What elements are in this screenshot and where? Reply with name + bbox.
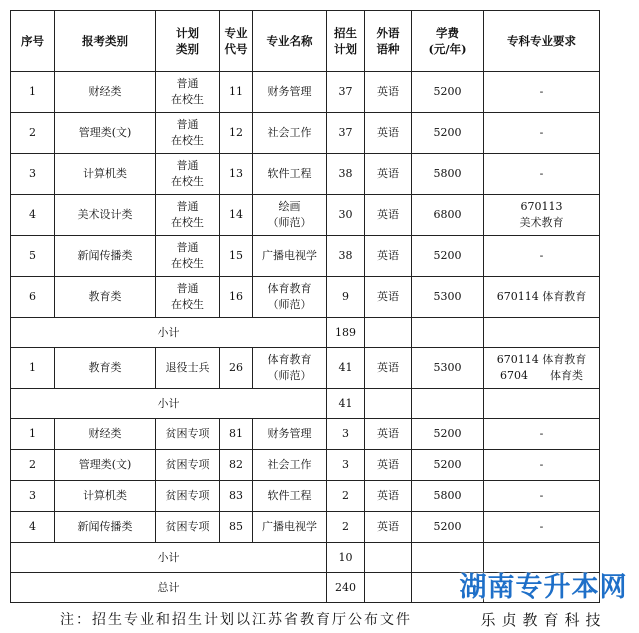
cell-major-code: 13 bbox=[220, 154, 253, 195]
table-row bbox=[11, 113, 600, 154]
cell-tuition: 5300 bbox=[412, 348, 484, 389]
cell-language: 英语 bbox=[365, 481, 412, 512]
empty-cell bbox=[365, 389, 412, 419]
cell-serial: 3 bbox=[11, 481, 55, 512]
cell-plan-type: 普通 在校生 bbox=[156, 195, 220, 236]
empty-cell bbox=[484, 543, 600, 573]
cell-major-name: 软件工程 bbox=[253, 481, 327, 512]
cell-plan-type: 普通 在校生 bbox=[156, 72, 220, 113]
cell-enrollment: 30 bbox=[327, 195, 365, 236]
cell-major-code: 83 bbox=[220, 481, 253, 512]
cell-plan-type: 退役士兵 bbox=[156, 348, 220, 389]
cell-major-name: 广播电视学 bbox=[253, 236, 327, 277]
cell-tuition: 5200 bbox=[412, 450, 484, 481]
cell-requirement: - bbox=[484, 236, 600, 277]
table-row bbox=[11, 419, 600, 450]
cell-enrollment: 3 bbox=[327, 419, 365, 450]
cell-serial: 5 bbox=[11, 236, 55, 277]
cell-plan-type: 贫困专项 bbox=[156, 450, 220, 481]
cell-plan-type: 普通 在校生 bbox=[156, 236, 220, 277]
header-enrollment: 招生 计划 bbox=[327, 11, 365, 72]
table-row bbox=[11, 512, 600, 543]
empty-cell bbox=[412, 389, 484, 419]
cell-tuition: 5200 bbox=[412, 419, 484, 450]
subtotal-row-label: 小计 bbox=[11, 389, 327, 419]
cell-requirement: - bbox=[484, 154, 600, 195]
table-row bbox=[11, 154, 600, 195]
cell-enrollment: 2 bbox=[327, 512, 365, 543]
subtotal-row bbox=[11, 389, 600, 419]
cell-enrollment: 38 bbox=[327, 154, 365, 195]
cell-category: 教育类 bbox=[55, 348, 156, 389]
cell-major-code: 26 bbox=[220, 348, 253, 389]
cell-requirement: - bbox=[484, 419, 600, 450]
empty-cell bbox=[412, 318, 484, 348]
cell-major-name: 绘画 （师范） bbox=[253, 195, 327, 236]
cell-tuition: 5200 bbox=[412, 512, 484, 543]
cell-category: 财经类 bbox=[55, 72, 156, 113]
table-row bbox=[11, 236, 600, 277]
empty-cell bbox=[365, 318, 412, 348]
cell-language: 英语 bbox=[365, 72, 412, 113]
empty-cell bbox=[365, 573, 412, 603]
cell-language: 英语 bbox=[365, 154, 412, 195]
cell-requirement: 670114 体育教育 6704 体育类 bbox=[484, 348, 600, 389]
empty-cell bbox=[484, 318, 600, 348]
subtotal-row bbox=[11, 318, 600, 348]
cell-major-name: 社会工作 bbox=[253, 450, 327, 481]
cell-plan-type: 贫困专项 bbox=[156, 419, 220, 450]
cell-major-code: 12 bbox=[220, 113, 253, 154]
cell-category: 财经类 bbox=[55, 419, 156, 450]
cell-serial: 2 bbox=[11, 450, 55, 481]
empty-cell bbox=[365, 543, 412, 573]
enrollment-plan-table bbox=[10, 10, 600, 603]
cell-requirement: - bbox=[484, 481, 600, 512]
cell-requirement: - bbox=[484, 72, 600, 113]
empty-cell bbox=[484, 389, 600, 419]
subtotal-row-label: 小计 bbox=[11, 543, 327, 573]
cell-serial: 4 bbox=[11, 512, 55, 543]
cell-tuition: 5200 bbox=[412, 236, 484, 277]
cell-serial: 1 bbox=[11, 348, 55, 389]
cell-language: 英语 bbox=[365, 512, 412, 543]
cell-tuition: 6800 bbox=[412, 195, 484, 236]
cell-plan-type: 普通 在校生 bbox=[156, 113, 220, 154]
cell-major-name: 社会工作 bbox=[253, 113, 327, 154]
cell-serial: 3 bbox=[11, 154, 55, 195]
header-major-code: 专业 代号 bbox=[220, 11, 253, 72]
cell-plan-type: 普通 在校生 bbox=[156, 154, 220, 195]
header-category: 报考类别 bbox=[55, 11, 156, 72]
cell-tuition: 5300 bbox=[412, 277, 484, 318]
table-row bbox=[11, 277, 600, 318]
cell-category: 管理类(文) bbox=[55, 113, 156, 154]
cell-major-code: 15 bbox=[220, 236, 253, 277]
cell-category: 计算机类 bbox=[55, 154, 156, 195]
cell-requirement: - bbox=[484, 113, 600, 154]
subtotal-row-label: 小计 bbox=[11, 318, 327, 348]
cell-enrollment: 37 bbox=[327, 72, 365, 113]
cell-major-name: 财务管理 bbox=[253, 419, 327, 450]
cell-requirement: 670113 美术教育 bbox=[484, 195, 600, 236]
cell-major-code: 85 bbox=[220, 512, 253, 543]
cell-enrollment: 2 bbox=[327, 481, 365, 512]
table-row bbox=[11, 72, 600, 113]
cell-category: 教育类 bbox=[55, 277, 156, 318]
cell-major-name: 体育教育 （师范） bbox=[253, 348, 327, 389]
cell-serial: 4 bbox=[11, 195, 55, 236]
cell-major-name: 广播电视学 bbox=[253, 512, 327, 543]
total-row-label: 总计 bbox=[11, 573, 327, 603]
watermark-title: 湖南专升本网 bbox=[459, 572, 628, 603]
cell-tuition: 5200 bbox=[412, 113, 484, 154]
header-plan-type: 计划 类别 bbox=[156, 11, 220, 72]
cell-enrollment: 41 bbox=[327, 348, 365, 389]
cell-major-name: 体育教育 （师范） bbox=[253, 277, 327, 318]
cell-category: 新闻传播类 bbox=[55, 512, 156, 543]
cell-serial: 2 bbox=[11, 113, 55, 154]
cell-language: 英语 bbox=[365, 450, 412, 481]
cell-major-code: 16 bbox=[220, 277, 253, 318]
header-serial: 序号 bbox=[11, 11, 55, 72]
cell-major-code: 11 bbox=[220, 72, 253, 113]
cell-language: 英语 bbox=[365, 113, 412, 154]
cell-major-name: 财务管理 bbox=[253, 72, 327, 113]
cell-category: 美术设计类 bbox=[55, 195, 156, 236]
cell-language: 英语 bbox=[365, 195, 412, 236]
watermark-subtitle: 乐贞教育科技 bbox=[448, 608, 639, 633]
cell-enrollment: 9 bbox=[327, 277, 365, 318]
cell-serial: 1 bbox=[11, 419, 55, 450]
cell-tuition: 5800 bbox=[412, 481, 484, 512]
cell-language: 英语 bbox=[365, 348, 412, 389]
cell-category: 计算机类 bbox=[55, 481, 156, 512]
watermark-logo bbox=[448, 570, 639, 633]
cell-enrollment: 37 bbox=[327, 113, 365, 154]
header-major-name: 专业名称 bbox=[253, 11, 327, 72]
cell-major-code: 82 bbox=[220, 450, 253, 481]
cell-plan-type: 贫困专项 bbox=[156, 512, 220, 543]
cell-language: 英语 bbox=[365, 419, 412, 450]
total-row-value: 240 bbox=[327, 573, 365, 603]
subtotal-row-value: 10 bbox=[327, 543, 365, 573]
cell-major-code: 81 bbox=[220, 419, 253, 450]
cell-enrollment: 38 bbox=[327, 236, 365, 277]
cell-plan-type: 普通 在校生 bbox=[156, 277, 220, 318]
cell-enrollment: 3 bbox=[327, 450, 365, 481]
cell-tuition: 5800 bbox=[412, 154, 484, 195]
subtotal-row-value: 41 bbox=[327, 389, 365, 419]
table-row bbox=[11, 450, 600, 481]
header-tuition: 学费 (元/年) bbox=[412, 11, 484, 72]
cell-requirement: - bbox=[484, 450, 600, 481]
cell-requirement: - bbox=[484, 512, 600, 543]
empty-cell bbox=[412, 543, 484, 573]
cell-plan-type: 贫困专项 bbox=[156, 481, 220, 512]
cell-language: 英语 bbox=[365, 236, 412, 277]
table-row bbox=[11, 481, 600, 512]
cell-serial: 1 bbox=[11, 72, 55, 113]
footnote: 注：招生专业和招生计划以江苏省教育厅公布文件 bbox=[60, 612, 412, 628]
header-requirement: 专科专业要求 bbox=[484, 11, 600, 72]
cell-tuition: 5200 bbox=[412, 72, 484, 113]
cell-category: 新闻传播类 bbox=[55, 236, 156, 277]
table-header-row bbox=[11, 11, 600, 72]
cell-major-code: 14 bbox=[220, 195, 253, 236]
subtotal-row-value: 189 bbox=[327, 318, 365, 348]
table-row bbox=[11, 348, 600, 389]
cell-serial: 6 bbox=[11, 277, 55, 318]
subtotal-row bbox=[11, 543, 600, 573]
header-language: 外语 语种 bbox=[365, 11, 412, 72]
cell-requirement: 670114 体育教育 bbox=[484, 277, 600, 318]
cell-major-name: 软件工程 bbox=[253, 154, 327, 195]
cell-category: 管理类(文) bbox=[55, 450, 156, 481]
cell-language: 英语 bbox=[365, 277, 412, 318]
table-row bbox=[11, 195, 600, 236]
